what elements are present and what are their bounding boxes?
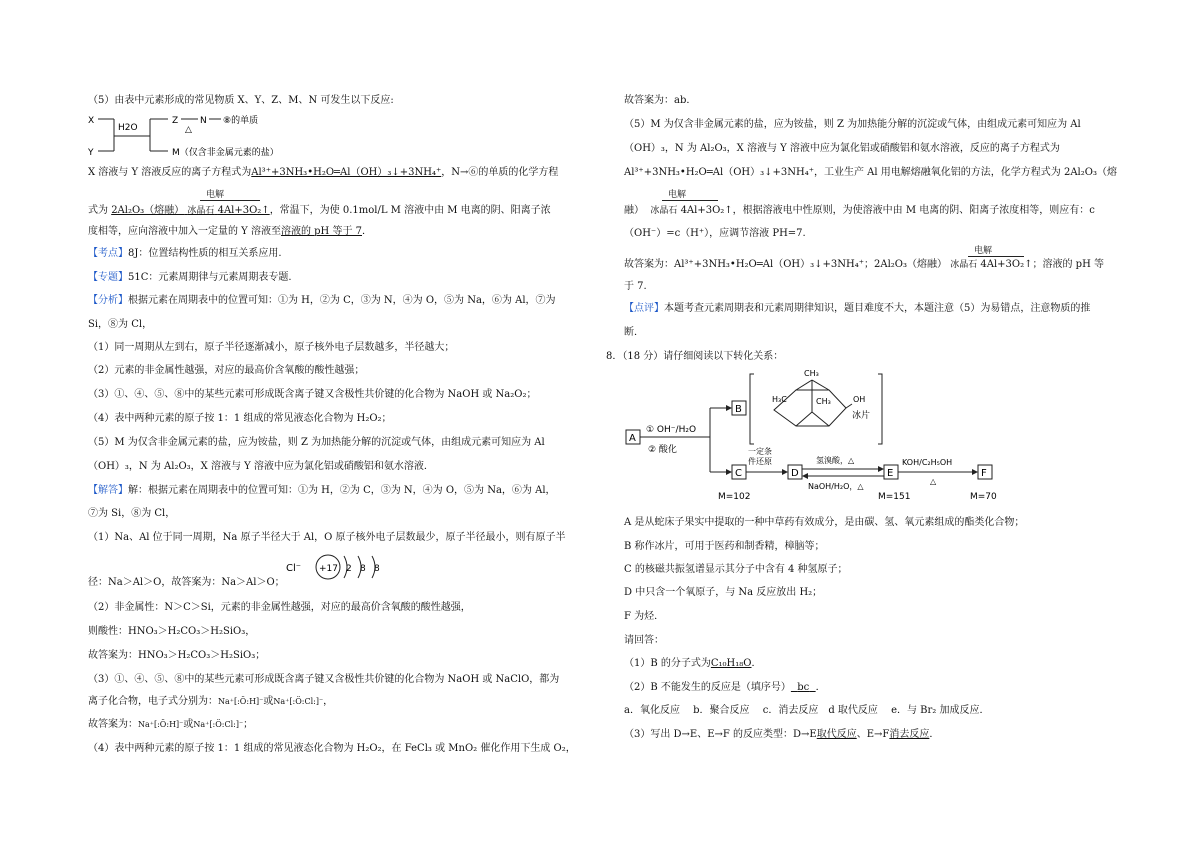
cond-d-down: NaOH/H₂O，△ — [808, 482, 864, 491]
ph-line: 度相等，应向溶液中加入一定量的 Y 溶液至溶液的 pH 等于 7． — [88, 226, 372, 237]
label-d: D — [791, 468, 799, 479]
text: 式为 — [88, 205, 108, 216]
diagram-z: Z — [172, 116, 179, 126]
jieda-1: 【解答】解：根据元素在周期表中的位置可知：①为 H，②为 C，③为 N，④为 O，⑤为 Na，⑥为 Al， — [88, 485, 556, 496]
chem-equation-line — [88, 204, 551, 218]
r-analysis-3: Al³⁺+3NH₃•H₂O═Al（OH）₃↓+3NH₄⁺，工业生产 Al 用电解熔融氧化铝的方法，化学方程式为 2Al₂O₃（熔 — [624, 167, 1117, 178]
r-analysis-2: （OH）₃，N 为 Al₂O₃，X 溶液与 Y 溶液中应为氯化铝或硝酸铝和氨水溶液，反应的离子方程式为 — [624, 143, 1060, 154]
cl-nucleus: +17 — [319, 564, 338, 574]
electron-formula-naclo: Na⁺[:Ö:Cl:]⁻ — [193, 720, 244, 729]
cond-e-up: KOH/C₂H₅OH — [902, 458, 953, 467]
mass-c: M=102 — [718, 492, 751, 502]
fenxi-2: Si，⑧为 Cl， — [88, 319, 153, 330]
equals-bar — [200, 200, 260, 201]
cond-e-down: △ — [930, 477, 937, 486]
cond-d-up: 氢溴酸，△ — [816, 456, 855, 465]
diagram-n-product: ⑧的单质 — [223, 116, 259, 126]
zhuanti: 【专题】51C：元素周期律与元素周期表专题. — [88, 272, 292, 283]
electrolysis-label: 电解 — [974, 246, 993, 256]
stem-2: B 称作冰片，可用于医药和制香精，樟脑等； — [624, 541, 825, 552]
answer-1a: （1）Na、Al 位于同一周期，Na 原子半径大于 Al，O 原子核外电子层数最少，原子半径最小，则有原子半 — [88, 532, 566, 543]
answer-3a: （3）①、④、⑤、⑧中的某些元素可形成既含离子键又含极性共价键的化合物为 NaOH 或 NaClO，都为 — [88, 674, 560, 685]
final-answer-5a: 故答案为：Al³⁺+3NH₃•H₂O═Al（OH）₃↓+3NH₄⁺；2Al₂O₃（熔融） 冰晶石 4Al+3O₂↑；溶液的 pH 等 — [624, 259, 1104, 270]
ch3-top: CH₃ — [804, 369, 819, 378]
text: ，N→⑥的单质的化学方程 — [441, 167, 559, 178]
oh-label: OH — [853, 395, 866, 404]
answer-2b: 则酸性：HNO₃＞H₂CO₃＞H₂SiO₃， — [88, 626, 256, 637]
diagram-water: H2O — [118, 123, 138, 133]
label-b: B — [735, 404, 742, 415]
analysis-3: （3）①、④、⑤、⑧中的某些元素可形成既含离子键又含极性共价键的化合物为 NaOH 或 Na₂O₂； — [88, 389, 537, 400]
equals-bar — [968, 256, 1024, 257]
answer-ionic-equation: Al³⁺+3NH₃•H₂O═Al（OH）₃↓+3NH₄⁺ — [251, 167, 442, 178]
step2: ② 酸化 — [648, 445, 677, 455]
ionic-equation-line — [88, 166, 558, 180]
dianping-2: 断． — [624, 327, 644, 338]
stem-5: F 为烃． — [624, 611, 665, 622]
kaodian: 【考点】8J：位置结构性质的相互关系应用. — [88, 248, 282, 259]
text: X 溶液与 Y 溶液反应的离子方程式为 — [88, 167, 252, 178]
cond-c2: 件还原 — [748, 457, 772, 466]
cond-c1: 一定条 — [748, 447, 772, 456]
r-analysis-5: （OH⁻）=c（H⁺），应调节溶液 PH=7. — [624, 228, 806, 239]
answer-formula: C₁₀H₁₈O — [710, 658, 752, 669]
stem-3: C 的核磁共振氢谱显示其分子中含有 4 种氢原子； — [624, 564, 848, 575]
fenxi-1: 【分析】根据元素在周期表中的位置可知：①为 H，②为 C，③为 N，④为 O，⑤为 Na，⑥为 Al，⑦为 — [88, 295, 556, 306]
reaction-scheme — [624, 368, 1044, 514]
cl-shell-1: 2 — [346, 564, 352, 574]
sub-question-2-options: a．氧化反应 b．聚合反应 c．消去反应 d 取代反应 e．与 Br₂ 加成反应． — [624, 705, 990, 716]
sub-question-2: （2）B 不能发生的反应是（填序号） bc ． — [624, 682, 826, 693]
dianping-1: 【点评】本题考查元素周期表和元素周期律知识，题目难度不大，本题注意（5）为易错点，注意物质的推 — [624, 303, 1091, 314]
stem-1: A 是从蛇床子果实中提取的一种中草药有效成分，是由碳、氢、氧元素组成的酯类化合物； — [624, 517, 1025, 528]
analysis-5a: （5）M 为仅含非金属元素的盐，应为铵盐，则 Z 为加热能分解的沉淀或气体，由组成元素可知应为 Al — [88, 437, 545, 448]
answer-3b: 离子化合物，电子式分别为：Na⁺[:Ö:H]⁻或Na⁺[:Ö:Cl:]⁻， — [88, 696, 334, 707]
text: ，常温下，为使 0.1mol/L M 溶液中由 M 电离的阴、阳离子浓 — [269, 205, 551, 216]
diagram-n: N — [200, 116, 207, 126]
analysis-1: （1）同一周期从左到右，原子半径逐渐减小，原子核外电子层数越多，半径越大； — [88, 342, 455, 353]
diagram-x: X — [88, 116, 95, 126]
cl-ion-structure — [286, 552, 396, 582]
sub-question-1: （1）B 的分子式为C₁₀H₁₈O． — [624, 658, 762, 669]
analysis-5b: （OH）₃，N 为 Al₂O₃，X 溶液与 Y 溶液中应为氯化铝或硝酸铝和氨水溶液． — [88, 461, 434, 472]
question-8-title: 8．（18 分）请仔细阅读以下转化关系： — [606, 351, 784, 362]
answer-ph: 溶液的 pH 等于 7 — [280, 226, 362, 237]
electron-formula-naclo: Na⁺[:Ö:Cl:]⁻ — [273, 697, 324, 706]
cl-ion-label: Cl⁻ — [286, 563, 302, 574]
cl-shell-2: 8 — [360, 564, 366, 574]
reaction-diagram — [88, 112, 298, 160]
jieda-2: ⑦为 Si，⑧为 Cl， — [88, 508, 176, 519]
answer-bc: bc — [797, 682, 810, 693]
answer-ab: 故答案为：ab． — [624, 95, 697, 106]
electron-formula-naoh: Na⁺[:Ö:H]⁻ — [138, 720, 184, 729]
diagram-m: M（仅含非金属元素的盐） — [172, 148, 279, 158]
label-c: C — [735, 468, 742, 479]
analysis-2: （2）元素的非金属性越强，对应的最高价含氧酸的酸性越强； — [88, 365, 365, 376]
label-f: F — [981, 468, 987, 479]
electron-formula-naoh: Na⁺[:Ö:H]⁻ — [218, 697, 264, 706]
label-a: A — [629, 433, 636, 444]
answer-chem-equation: 2Al₂O₃（熔融） 冰晶石 4Al+3O₂↑ — [111, 205, 270, 216]
answer-4: （4）表中两种元素的原子按 1：1 组成的常见液态化合物为 H₂O₂，在 FeCl₃ 或 MnO₂ 催化作用下生成 O₂， — [88, 743, 576, 754]
mass-e: M=151 — [878, 492, 911, 502]
electrolysis-label: 电解 — [668, 190, 687, 200]
answer-ef: 消去反应 — [889, 729, 930, 740]
electrolysis-label: 电解 — [206, 190, 225, 200]
equals-bar — [662, 200, 718, 201]
mass-f: M=70 — [970, 492, 997, 502]
h3c-label: H₃C — [772, 395, 787, 404]
ice-label: 冰片 — [852, 411, 871, 421]
please-answer: 请回答： — [624, 635, 664, 646]
answer-de: 取代反应 — [816, 729, 857, 740]
cl-shell-3: 8 — [374, 564, 380, 574]
sub-question-3: （3）写出 D→E、E→F 的反应类型：D→E取代反应、E→F消去反应． — [624, 729, 940, 740]
final-answer-5b: 于 7. — [624, 281, 647, 292]
r-analysis-1: （5）M 为仅含非金属元素的盐，应为铵盐，则 Z 为加热能分解的沉淀或气体，由组成元素可知应为 Al — [624, 119, 1081, 130]
answer-2c: 故答案为：HNO₃＞H₂CO₃＞H₂SiO₃； — [88, 650, 266, 661]
diagram-delta: △ — [185, 125, 192, 135]
answer-2a: （2）非金属性：N＞C＞Si，元素的非金属性越强，对应的最高价含氧酸的酸性越强， — [88, 602, 471, 613]
analysis-4: （4）表中两种元素的原子按 1：1 组成的常见液态化合物为 H₂O₂； — [88, 413, 392, 424]
q5-intro: （5）由表中元素形成的常见物质 X、Y、Z、M、N 可发生以下反应: — [88, 95, 394, 106]
answer-1b: 径：Na＞Al＞O，故答案为：Na＞Al＞O； — [88, 577, 285, 588]
r-analysis-4: 融） 冰晶石 4Al+3O₂↑，根据溶液电中性原则，为使溶液中由 M 电离的阴、阳离子浓度相等，则应有：c — [624, 205, 1095, 216]
ch3-right: CH₃ — [816, 397, 831, 406]
step1: ① OH⁻/H₂O — [646, 425, 697, 435]
label-e: E — [887, 468, 894, 479]
diagram-y: Y — [88, 148, 94, 158]
stem-4: D 中只含一个氧原子，与 Na 反应放出 H₂； — [624, 587, 823, 598]
answer-3c: 故答案为：Na⁺[:Ö:H]⁻或Na⁺[:Ö:Cl:]⁻； — [88, 719, 254, 730]
